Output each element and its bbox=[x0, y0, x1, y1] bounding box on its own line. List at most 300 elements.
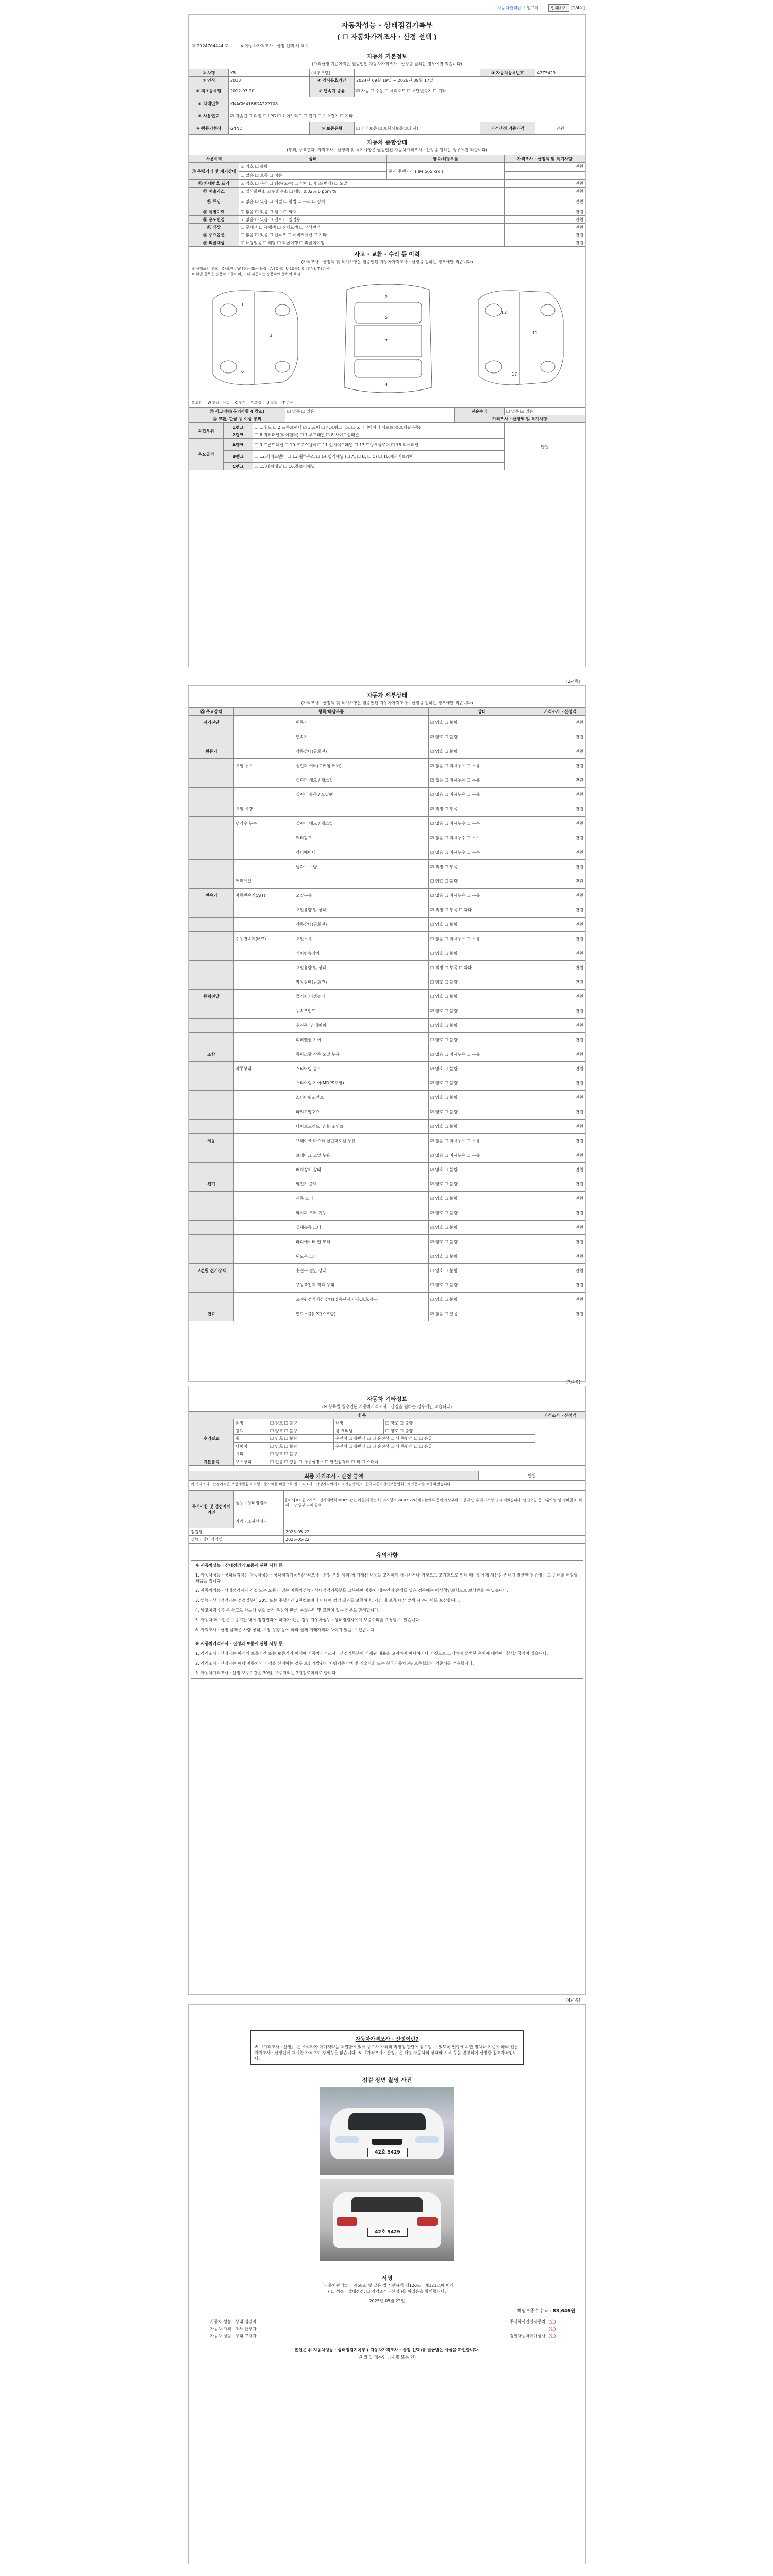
k: 성능 · 상태점검자 bbox=[234, 1491, 284, 1515]
parts-table bbox=[189, 423, 585, 470]
detail-item: 실린더 헤드 / 개스킷 bbox=[294, 773, 429, 788]
legend-item: C 부식 bbox=[234, 401, 246, 405]
label: ⑳ 사고이력(유의사항 4 참조) bbox=[189, 408, 285, 415]
value: KNAGM4166DA222708 bbox=[229, 97, 585, 110]
detail-sub: 작동상태 bbox=[234, 1062, 294, 1076]
detail-state: ☑ 양호 ☐ 불량 bbox=[429, 1235, 535, 1249]
a: 휠 bbox=[234, 1435, 268, 1443]
legend-item: A 흠집 bbox=[250, 401, 262, 405]
detail-item: 등속조인트 bbox=[294, 1004, 429, 1019]
detail-state: ☐ 적정 ☐ 부족 ☐ 과다 bbox=[429, 961, 535, 975]
etc-title: 자동차 기타정보 bbox=[366, 1396, 408, 1402]
page-number: [1/4쪽] bbox=[571, 6, 585, 10]
detail-price: 만원 bbox=[535, 889, 585, 903]
sign-text: 「자동차관리법」 제58조 및 같은 법 시행규칙 제120조 · 제121조에 따라 bbox=[320, 2283, 454, 2288]
detail-state: ☐ 양호 ☐ 불량 bbox=[429, 1264, 535, 1278]
detail-item: 오일유량 및 상태 bbox=[294, 903, 429, 918]
detail-row bbox=[189, 773, 585, 788]
rank: A랭크 bbox=[224, 439, 253, 451]
detail-sub bbox=[234, 1091, 294, 1105]
detail-sub: 오일 유량 bbox=[234, 802, 294, 817]
detail-price: 만원 bbox=[535, 773, 585, 788]
row-price bbox=[505, 171, 585, 180]
detail-group bbox=[189, 1105, 234, 1120]
detail-sub bbox=[234, 1249, 294, 1264]
value: ☑ 자동 ☐ 수동 ☐ 세미오토 ☐ 무단변속기 ☐ 기타 bbox=[355, 84, 585, 97]
rank-items: ☐ 6.쿼터패널(리어펜더) ☐ 7.루프패널 ☐ 8.사이드실패널 bbox=[253, 431, 505, 439]
detail-row bbox=[189, 802, 585, 817]
top-bar bbox=[188, 4, 585, 12]
accident-table bbox=[189, 407, 585, 423]
caution-line: 3. 성능 · 상태점검자는 점검일부터 30일 또는 주행거리 2천킬로미터 이내에 점검 결과를 보증하며, 기간 내 보증 대상 발생 시 수리비를 보상합니다. bbox=[195, 1598, 461, 1603]
detail-state: ☑ 없음 ☐ 미세누유 ☐ 누유 bbox=[429, 1134, 535, 1148]
detail-row bbox=[189, 744, 585, 759]
rank: B랭크 bbox=[224, 451, 253, 463]
print-button[interactable]: 인쇄하기 bbox=[548, 4, 569, 12]
th: 가격조사 · 산정액 및 특기사항 bbox=[505, 155, 585, 163]
detail-row bbox=[189, 1047, 585, 1062]
page-2 bbox=[188, 679, 586, 1382]
parts-side: 주요골격 bbox=[189, 439, 224, 470]
detail-row bbox=[189, 1264, 585, 1278]
detail-group: 동력전달 bbox=[189, 990, 234, 1004]
detail-group bbox=[189, 1148, 234, 1163]
detail-sub bbox=[234, 1076, 294, 1091]
law-link[interactable]: 자동차관리법 시행규칙 bbox=[497, 6, 539, 10]
caution-line: 1. 자동차성능 · 상태점검자는 자동차성능 · 상태점검기록부(가격조사 · 산정 부분 제외)에 기재된 내용을 고지하지 아니하거나 거짓으로 고지함으로 인해 매수인에게 재산상 손해가 발생한 경우에는 그 손해를 배상할 책임을 집니다. bbox=[195, 1573, 578, 1583]
label: ② 자동차등록번호 bbox=[480, 69, 535, 77]
caution-head: ※ 자동차성능 · 상태점검의 보증에 관한 사항 등 bbox=[195, 1563, 283, 1568]
detail-row bbox=[189, 1307, 585, 1321]
detail-state: ☑ 양호 ☐ 불량 bbox=[429, 1091, 535, 1105]
detail-price: 만원 bbox=[535, 1177, 585, 1192]
bv: ☐ 양호 ☐ 불량 bbox=[384, 1427, 535, 1435]
label: 단순수리 bbox=[455, 408, 505, 415]
detail-price: 만원 bbox=[535, 1091, 585, 1105]
detail-state: ☑ 적정 ☐ 부족 bbox=[429, 860, 535, 874]
detail-price: 만원 bbox=[535, 1062, 585, 1076]
row-price: 만원 bbox=[505, 188, 585, 195]
detail-sub bbox=[234, 918, 294, 932]
a: 타이어 bbox=[234, 1443, 268, 1450]
caution-head: ※ 자동차가격조사 · 산정의 보증에 관한 사항 등 bbox=[195, 1641, 283, 1646]
detail-state: ☑ 양호 ☐ 불량 bbox=[429, 1120, 535, 1134]
fee-value: 83,646원 bbox=[552, 2309, 575, 2314]
detail-item: 라디에이터 bbox=[294, 845, 429, 860]
legend-item: U 요철 bbox=[266, 401, 278, 405]
car-photo-front bbox=[320, 2087, 454, 2175]
diagram-label: 7 bbox=[385, 338, 388, 343]
detail-sub bbox=[234, 1206, 294, 1221]
detail-sub bbox=[234, 773, 294, 788]
detail-item: 작동상태(공회전) bbox=[294, 975, 429, 990]
footer-confirm bbox=[192, 2345, 582, 2360]
detail-group bbox=[189, 918, 234, 932]
label: ⑥ 차대번호 bbox=[189, 97, 229, 110]
detail-row bbox=[189, 932, 585, 946]
detail-state: ☑ 양호 ☐ 불량 bbox=[429, 1177, 535, 1192]
detail-sub bbox=[234, 1148, 294, 1163]
signer-role: 자동차 성능 · 상태 점검자 bbox=[210, 2319, 257, 2324]
row-label: ⑪ 주행거리 및 계기상태 bbox=[189, 163, 239, 180]
b: 내장 bbox=[334, 1419, 384, 1427]
rank-items: ☐ 12.사이드멤버 ☐ 13.휠하우스 ☐ 14.필러패널 (☐ A, ☐ B, ☐ C) ☐ 16.패키지트레이 bbox=[253, 451, 505, 463]
value bbox=[285, 415, 455, 423]
sign-date: 2025년 05월 22일 bbox=[369, 2299, 405, 2303]
detail-price: 만원 bbox=[535, 1163, 585, 1177]
detail-group bbox=[189, 802, 234, 817]
detail-item: 변속기 bbox=[294, 730, 429, 744]
label: ⑤ 최초등록일 bbox=[189, 84, 229, 97]
detail-sub bbox=[234, 1177, 294, 1192]
detail-group: 조향 bbox=[189, 1047, 234, 1062]
detail-state: ☑ 양호 ☐ 불량 bbox=[429, 716, 535, 730]
final-price-title: 최종 가격조사 · 산정 금액 bbox=[189, 1471, 479, 1481]
detail-sub bbox=[234, 946, 294, 961]
v: 2025-05-22 bbox=[284, 1536, 585, 1544]
detail-item: 시동 모터 bbox=[294, 1192, 429, 1206]
license-plate: 42호 5429 bbox=[367, 2228, 408, 2237]
row-state: ☑ 양호 ☐ 불량 bbox=[239, 163, 387, 172]
detail-row bbox=[189, 1134, 585, 1148]
detail-row bbox=[189, 918, 585, 932]
detail-row bbox=[189, 961, 585, 975]
rank-items: ☐ 1.후드 ☐ 2.프론트펜더 ☑ 3.도어 ☐ 4.트렁크리드 ☐ 5.라디에이터 서포트(볼트체결부품) bbox=[253, 423, 505, 431]
inspector-table bbox=[189, 1490, 585, 1544]
legend bbox=[189, 400, 585, 405]
value: 2024년 09월 19일 ~ 2026년 09월 17일 bbox=[355, 77, 585, 84]
detail-item: 구동축전지 격리 상태 bbox=[294, 1278, 429, 1293]
row-label: ⑬ 배출가스 bbox=[189, 188, 239, 195]
detail-state: ☐ 양호 ☐ 불량 bbox=[429, 946, 535, 961]
notice-box bbox=[250, 2030, 524, 2065]
detail-row bbox=[189, 990, 585, 1004]
detail-item: 워터펌프 bbox=[294, 831, 429, 845]
detail-item: 배력장치 상태 bbox=[294, 1163, 429, 1177]
row-state: ☑ 해당없음 ☐ 해당 ☐ 리콜이행 ☐ 리콜미이행 bbox=[239, 239, 505, 247]
detail-price: 만원 bbox=[535, 1105, 585, 1120]
detail-item: 발전기 출력 bbox=[294, 1177, 429, 1192]
basic-info-note: (가격산정 기준가격은 월승인된 자동차가격조사 · 산정을 원하는 경우에만 적습니다) bbox=[312, 62, 462, 66]
detail-price: 만원 bbox=[535, 1221, 585, 1235]
detail-sub bbox=[234, 1235, 294, 1249]
page-number: [4/4쪽] bbox=[566, 1998, 580, 2003]
row-price: 만원 bbox=[505, 231, 585, 239]
detail-state: ☑ 없음 ☐ 미세누유 ☐ 누유 bbox=[429, 1148, 535, 1163]
detail-group bbox=[189, 773, 234, 788]
signer-name: 경인자동차매매상사 bbox=[509, 2333, 546, 2338]
detail-item: 원동기 bbox=[294, 716, 429, 730]
detail-group bbox=[189, 817, 234, 831]
license-plate: 42호 5429 bbox=[367, 2148, 408, 2157]
signer-mark: (인) bbox=[548, 2319, 556, 2324]
detail-item: 동력조향 작동 오일 누유 bbox=[294, 1047, 429, 1062]
detail-group bbox=[189, 1192, 234, 1206]
value: ☐ 없음 ☑ 있음 bbox=[505, 408, 585, 415]
notice-title: 자동차가격조사 · 산정이란? bbox=[355, 2037, 419, 2042]
notice-text: ※ 『가격조사 · 산정』 은 소비자가 매매계약을 체결함에 있어 중고차 가격의 적정성 판단에 참고할 수 있도록 법령에 의한 절차와 기준에 따라 전문 가격조사 · 산정인이 제시한 가격으로 강제성은 없습니다. ※ 『가격조사 · 산정』은 해당 자동차의 상태와 시세 등을 반영하여 산정한 참고가격입니다. bbox=[255, 2045, 518, 2061]
row-label: ⑫ 차대번호 표기 bbox=[189, 180, 239, 188]
detail-state: ☑ 없음 ☐ 미세누유 ☐ 누유 bbox=[429, 1047, 535, 1062]
detail-group bbox=[189, 903, 234, 918]
detail-price: 만원 bbox=[535, 1192, 585, 1206]
detail-group bbox=[189, 1033, 234, 1047]
value bbox=[355, 69, 480, 77]
row-price: 만원 bbox=[505, 180, 585, 188]
detail-state: ☑ 양호 ☐ 불량 bbox=[429, 1206, 535, 1221]
signer-mark: (인) bbox=[548, 2333, 556, 2338]
detail-row bbox=[189, 1177, 585, 1192]
detail-sub bbox=[234, 1105, 294, 1120]
detail-row bbox=[189, 1206, 585, 1221]
detail-title: 자동차 세부상태 bbox=[366, 692, 408, 699]
th: 항목 bbox=[189, 1412, 535, 1419]
diagram-label: 1 bbox=[241, 302, 244, 307]
detail-item: 연료누출(LP가스포함) bbox=[294, 1307, 429, 1321]
detail-item: 추진축 및 베어링 bbox=[294, 1019, 429, 1033]
th: 가격조사 · 산정액 bbox=[535, 1412, 585, 1419]
detail-group bbox=[189, 961, 234, 975]
detail-state: ☑ 없음 ☐ 미세누유 ☐ 누유 bbox=[429, 788, 535, 802]
detail-group bbox=[189, 1278, 234, 1293]
detail-item: 오일누유 bbox=[294, 932, 429, 946]
value: ☐ 자가보증 ☑ 보험사보증(보험사) bbox=[355, 122, 480, 135]
detail-price: 만원 bbox=[535, 759, 585, 773]
label: 가격조사 · 산정액 및 특기사항 bbox=[455, 415, 585, 423]
basic-info-table bbox=[189, 69, 585, 135]
b: 룸 크리닝 bbox=[334, 1427, 384, 1435]
detail-row bbox=[189, 1062, 585, 1076]
detail-sub bbox=[234, 1278, 294, 1293]
detail-state: ☑ 없음 ☐ 미세누유 ☐ 누유 bbox=[429, 773, 535, 788]
detail-group bbox=[189, 1206, 234, 1221]
detail-state: ☑ 양호 ☐ 불량 bbox=[429, 1004, 535, 1019]
detail-sub bbox=[234, 1004, 294, 1019]
detail-price: 만원 bbox=[535, 845, 585, 860]
accident-note2: ※ 상태표시 부호 : X (교환), W (판금 또는 용접), A (흠집), U (요철), C (부식), T (손상) bbox=[192, 267, 331, 271]
detail-state: ☑ 적정 ☐ 부족 bbox=[429, 802, 535, 817]
detail-price: 만원 bbox=[535, 1249, 585, 1264]
etc-table bbox=[189, 1411, 585, 1466]
detail-price: 만원 bbox=[535, 1033, 585, 1047]
value: G4ND bbox=[229, 122, 310, 135]
row-label: ⑰ 색상 bbox=[189, 224, 239, 231]
diagram-label: 6 bbox=[241, 369, 244, 374]
caution-line: 2. 가격조사 · 산정자는 해당 자동차의 가격을 산정하는 경우 보험개발원의 차량기준가액 및 기술사회 또는 한국자동차진단보증협회의 기준서를 적용합니다. bbox=[195, 1661, 474, 1666]
b: 운전석 ☐ 동반석 ☐ 뒤 운전석 ☐ 뒤 동반석 ☐ ☐ 응급 bbox=[334, 1443, 535, 1450]
detail-row bbox=[189, 1019, 585, 1033]
detail-state: ☑ 양호 ☐ 불량 bbox=[429, 1076, 535, 1091]
th: 상태 bbox=[429, 708, 535, 716]
row-label: ⑮ 특별이력 bbox=[189, 208, 239, 216]
doc-title: 자동차성능 · 상태점검기록부 bbox=[341, 22, 433, 30]
a: 유리 bbox=[234, 1450, 268, 1458]
detail-row bbox=[189, 975, 585, 990]
detail-state: ☐ 없음 ☐ 미세누유 ☐ 누유 bbox=[429, 932, 535, 946]
diagram-label: 3 bbox=[270, 333, 273, 338]
detail-state: ☐ 양호 ☐ 불량 bbox=[429, 874, 535, 889]
diagram-label: 11 bbox=[532, 331, 538, 335]
detail-group bbox=[189, 860, 234, 874]
detail-price: 만원 bbox=[535, 817, 585, 831]
detail-item: 브레이크 마스터 실린더오일 누유 bbox=[294, 1134, 429, 1148]
detail-group bbox=[189, 1163, 234, 1177]
row-state: ☑ 없음 ☐ 있음 ☐ 적법 ☐ 불법 ☐ 구조 ☐ 장치 bbox=[239, 195, 505, 208]
detail-sub bbox=[234, 860, 294, 874]
caution-line: 6. 가격조사 · 산정 금액은 차량 상태, 시장 상황 등에 따라 실제 거래가격과 차이가 있을 수 있습니다. bbox=[195, 1628, 376, 1632]
doc-subtitle: ( ☐ 자동차가격조사 · 산정 선택 ) bbox=[337, 33, 437, 41]
detail-row bbox=[189, 730, 585, 744]
rank-items: ☐ 9.프론트패널 ☐ 10.크로스멤버 ☐ 11.인사이드패널 ☐ 17.트렁크플로어 ☐ 18.리어패널 bbox=[253, 439, 505, 451]
diagram-label: 5 bbox=[385, 315, 388, 320]
detail-item: 냉각수 수량 bbox=[294, 860, 429, 874]
page-4 bbox=[188, 1998, 586, 2564]
row-state: ☐ 없음 ☐ 있음 ☐ 선루프 ☐ 네비게이션 ☐ 기타 bbox=[239, 231, 505, 239]
detail-group: 제동 bbox=[189, 1134, 234, 1148]
detail-price: 만원 bbox=[535, 1019, 585, 1033]
detail-sub bbox=[234, 845, 294, 860]
detail-row bbox=[189, 817, 585, 831]
detail-state: ☑ 양호 ☐ 불량 bbox=[429, 1192, 535, 1206]
accident-note: (가격조사 · 산정액 및 특기사항은 월승인된 자동차가격조사 · 산정을 원하는 경우에만 적습니다) bbox=[301, 260, 473, 264]
value: 만원 bbox=[535, 122, 585, 135]
detail-sub bbox=[234, 1019, 294, 1033]
detail-group bbox=[189, 1235, 234, 1249]
row-price: 만원 bbox=[505, 163, 585, 172]
label: ⑨ 원동기형식 bbox=[189, 122, 229, 135]
detail-sub bbox=[234, 1120, 294, 1134]
v: [T05] K5 휠 2개축 - 전자제어식 MDPS 관련 리콜(리콜번호) 미시행2024-07-22대체교환여부 등이 정상부위 가정 확인 후 특기사항 명시 되었습니다. 엔진오일 등 교환요망 및 정비필요. 하체 도장 일부 교체 필요 bbox=[284, 1491, 585, 1515]
caution-line: 2. 자동차성능 · 상태점검자가 거짓 또는 오류가 있는 자동차성능 · 상태점검기록부를 교부하여 자동차 매수인이 손해를 입은 경우에는 배상책임보험으로 보상받을 수 있습니다. bbox=[195, 1588, 509, 1593]
detail-state: ☑ 양호 ☐ 불량 bbox=[429, 1105, 535, 1120]
a: 광택 bbox=[234, 1427, 268, 1435]
detail-group: 연료 bbox=[189, 1307, 234, 1321]
value: 42Z5429 bbox=[535, 69, 585, 77]
detail-sub bbox=[234, 1033, 294, 1047]
detail-price: 만원 bbox=[535, 990, 585, 1004]
k: 성능 · 상태점검일 bbox=[189, 1536, 284, 1544]
detail-price: 만원 bbox=[535, 744, 585, 759]
th: 항목/해당부품 bbox=[234, 708, 429, 716]
detail-row bbox=[189, 788, 585, 802]
rank: 1랭크 bbox=[224, 423, 253, 431]
detail-sub bbox=[234, 961, 294, 975]
row-price: 만원 bbox=[505, 239, 585, 247]
rank: 2랭크 bbox=[224, 431, 253, 439]
detail-group bbox=[189, 788, 234, 802]
signer-mark: (인) bbox=[548, 2326, 556, 2331]
row-label: 기본품목 bbox=[189, 1458, 234, 1466]
detail-item: 실린더 블록 / 오일팬 bbox=[294, 788, 429, 802]
detail-state: ☐ 양호 ☐ 불량 bbox=[429, 1278, 535, 1293]
detail-group bbox=[189, 1293, 234, 1307]
detail-item: 라디에이터 팬 모터 bbox=[294, 1235, 429, 1249]
caution-title: 유의사항 bbox=[376, 1552, 398, 1558]
detail-group bbox=[189, 1076, 234, 1091]
detail-state: ☑ 양호 ☐ 불량 bbox=[429, 1163, 535, 1177]
av: ☐ 양호 ☐ 불량 bbox=[268, 1435, 334, 1443]
signer-name bbox=[398, 2325, 547, 2332]
detail-price: 만원 bbox=[535, 831, 585, 845]
detail-item: 디퍼렌셜 기어 bbox=[294, 1033, 429, 1047]
detail-row bbox=[189, 1105, 585, 1120]
detail-group bbox=[189, 1091, 234, 1105]
detail-price: 만원 bbox=[535, 1264, 585, 1278]
detail-price: 만원 bbox=[535, 802, 585, 817]
av: ☐ 양호 ☐ 불량 bbox=[268, 1443, 334, 1450]
detail-sub bbox=[234, 903, 294, 918]
detail-group bbox=[189, 1004, 234, 1019]
detail-price: 만원 bbox=[535, 1206, 585, 1221]
detail-group bbox=[189, 1249, 234, 1264]
detail-state: ☑ 양호 ☐ 불량 bbox=[429, 918, 535, 932]
detail-row bbox=[189, 903, 585, 918]
detail-sub bbox=[234, 1264, 294, 1278]
detail-state: ☑ 양호 ☐ 불량 bbox=[429, 1062, 535, 1076]
detail-row bbox=[189, 1163, 585, 1177]
accident-note3: ※ 하단 항목은 승용차 기준이며, 기타 자동차는 승용차에 준하여 표시 bbox=[192, 272, 300, 276]
page-1 bbox=[188, 14, 586, 667]
caution-line: 4. 사고이력 인정은 사고로 자동차 주요 골격 부위의 판금, 용접수리 및 교환이 있는 경우로 한정합니다. bbox=[195, 1608, 380, 1613]
etc-note: (※ 항목별 월승인된 자동차가격조사 · 산정을 원하는 경우에만 적습니다) bbox=[322, 1404, 452, 1409]
label: ㉑ 교환, 판금 등 이상 부위 bbox=[189, 415, 285, 423]
detail-price: 만원 bbox=[535, 1148, 585, 1163]
row-price: 만원 bbox=[505, 208, 585, 216]
detail-group bbox=[189, 932, 234, 946]
detail-price: 만원 bbox=[535, 788, 585, 802]
detail-group bbox=[189, 1120, 234, 1134]
parts-side: 외판부위 bbox=[189, 423, 224, 439]
detail-state: ☐ 양호 ☐ 불량 bbox=[429, 1019, 535, 1033]
detail-group: 변속기 bbox=[189, 889, 234, 903]
row-state: ☑ 없음 ☐ 있음 ☐ 렌트 ☐ 영업용 bbox=[239, 216, 505, 224]
detail-group bbox=[189, 946, 234, 961]
detail-price: 만원 bbox=[535, 716, 585, 730]
detail-price: 만원 bbox=[535, 1004, 585, 1019]
detail-sub: 수동변속기(M/T) bbox=[234, 932, 294, 946]
av: ☐ 양호 ☐ 불량 bbox=[268, 1419, 334, 1427]
doc-no-suffix: 호 bbox=[224, 44, 229, 48]
detail-state: ☑ 양호 ☐ 불량 bbox=[429, 1221, 535, 1235]
detail-row bbox=[189, 874, 585, 889]
detail-row bbox=[189, 1076, 585, 1091]
detail-item bbox=[294, 802, 429, 817]
detail-row bbox=[189, 1120, 585, 1134]
final-price-note: 이 가격조사 · 산정가격은 보험개발원의 차량기준가액을 바탕으로 한 가격조사 · 산정가격이며 ( ☐ 기술사회, ☐ 한국자동차진단보증협회 )의 기준서를 적용하였습니다. bbox=[189, 1481, 585, 1488]
detail-group: 원동기 bbox=[189, 744, 234, 759]
detail-item: 파워고압호스 bbox=[294, 1105, 429, 1120]
detail-item: 타이로드엔드 및 볼 조인트 bbox=[294, 1120, 429, 1134]
detail-state: ☑ 없음 ☐ 미세누수 ☐ 누수 bbox=[429, 817, 535, 831]
detail-price: 만원 bbox=[535, 1235, 585, 1249]
detail-row bbox=[189, 716, 585, 730]
detail-group bbox=[189, 845, 234, 860]
row-price: 만원 bbox=[505, 195, 585, 208]
detail-sub bbox=[234, 788, 294, 802]
basic-info-title: 자동차 기본정보 bbox=[366, 53, 408, 60]
detail-price: 만원 bbox=[535, 1134, 585, 1148]
doc-no-label: 제 bbox=[192, 44, 196, 48]
k: 가격 · 조사산정자 bbox=[234, 1515, 284, 1528]
final-price-unit: 만원 bbox=[479, 1471, 585, 1481]
doc-no: 2024704444 bbox=[197, 44, 224, 48]
detail-state: ☑ 없음 ☐ 미세누수 ☐ 누수 bbox=[429, 845, 535, 860]
detail-sub bbox=[234, 831, 294, 845]
detail-price: 만원 bbox=[535, 1293, 585, 1307]
row-item: 현재 주행거리 [ 94,565 km ] bbox=[387, 163, 505, 180]
detail-sub bbox=[234, 744, 294, 759]
detail-row bbox=[189, 845, 585, 860]
